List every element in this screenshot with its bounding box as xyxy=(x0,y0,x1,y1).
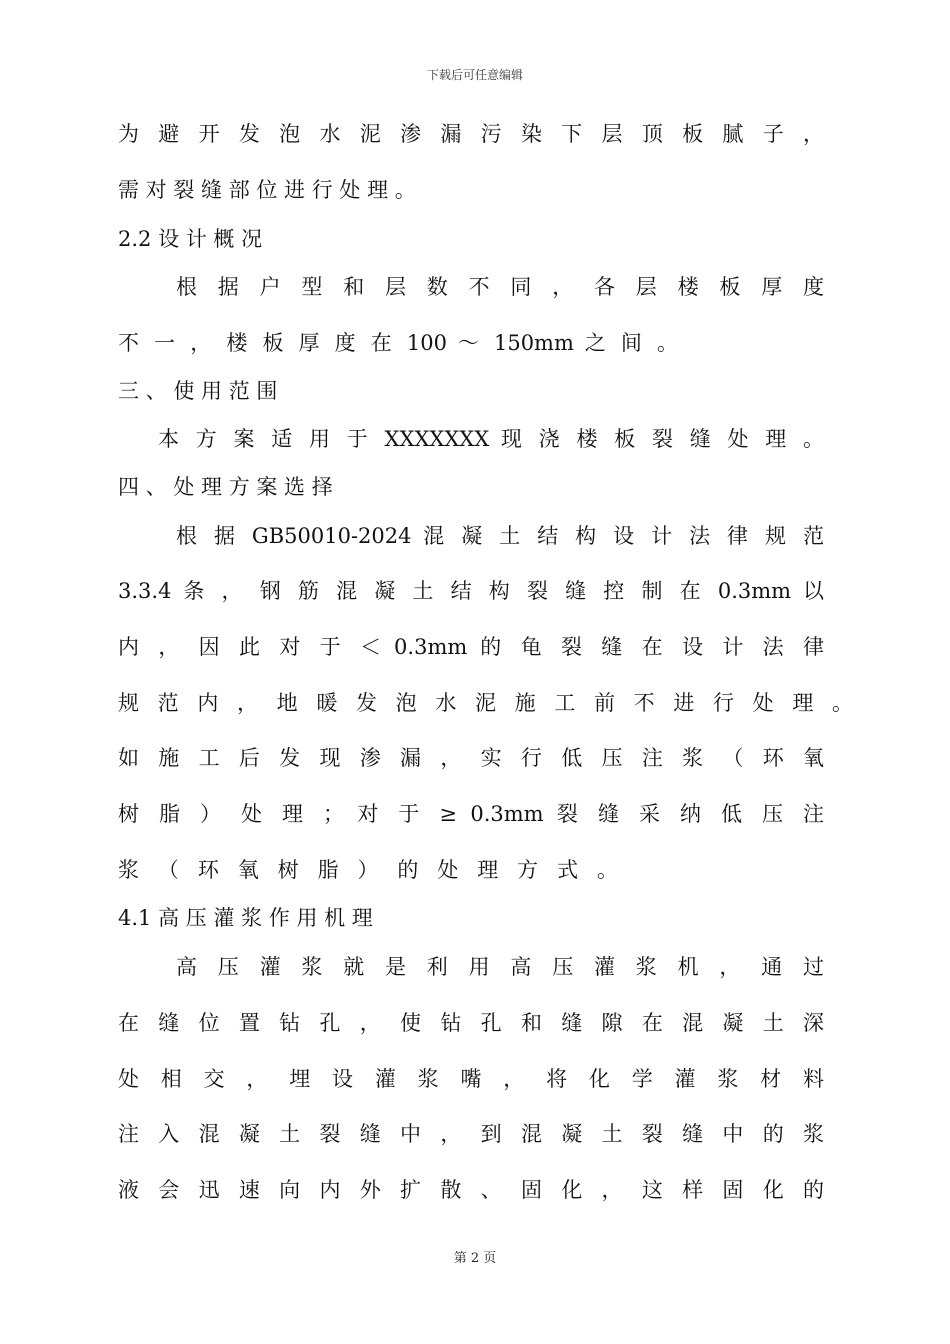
text-line: 如 施 工 后 发 现 渗 漏 ， 实 行 低 压 注 浆 （ 环 氧 xyxy=(118,746,824,770)
text-line: 在 缝 位 置 钻 孔 ， 使 钻 孔 和 缝 隙 在 混 凝 土 深 xyxy=(118,1011,824,1035)
text-line: 树 脂 ） 处 理 ； 对 于 ≥ 0.3mm 裂 缝 采 纳 低 压 注 xyxy=(118,802,824,826)
text-line: 不 一 ， 楼 板 厚 度 在 100 ～ 150mm 之 间 。 xyxy=(118,331,678,355)
text-line: 根 据 户 型 和 层 数 不 同 ， 各 层 楼 板 厚 度 xyxy=(176,275,824,299)
page-header: 下载后可任意编辑 xyxy=(426,68,523,82)
text-line: 内 ， 因 此 对 于 ＜ 0.3mm 的 龟 裂 缝 在 设 计 法 律 xyxy=(118,635,824,659)
page-number: 第 2 页 xyxy=(453,1251,497,1266)
section-heading: 4.1 高 压 灌 浆 作 用 机 理 xyxy=(118,906,373,930)
section-heading: 2.2 设 计 概 况 xyxy=(118,227,263,251)
text-line: 需 对 裂 缝 部 位 进 行 处 理 。 xyxy=(118,178,416,202)
section-heading: 四 、 处 理 方 案 选 择 xyxy=(118,475,333,499)
text-line: 本 方 案 适 用 于 XXXXXXX 现 浇 楼 板 裂 缝 处 理 。 xyxy=(158,427,824,451)
text-line: 根 据 GB50010-2024 混 凝 土 结 构 设 计 法 律 规 范 xyxy=(176,524,824,548)
text-line: 浆 （ 环 氧 树 脂 ） 的 处 理 方 式 。 xyxy=(118,858,618,882)
text-line: 为 避 开 发 泡 水 泥 渗 漏 污 染 下 层 顶 板 腻 子 ， xyxy=(118,122,824,146)
text-line: 注 入 混 凝 土 裂 缝 中 ， 到 混 凝 土 裂 缝 中 的 浆 xyxy=(118,1122,824,1146)
text-line: 3.3.4 条 ， 钢 筋 混 凝 土 结 构 裂 缝 控 制 在 0.3mm 以 xyxy=(118,579,824,603)
section-heading: 三 、 使 用 范 围 xyxy=(118,379,278,403)
text-line: 处 相 交 ， 埋 设 灌 浆 嘴 ， 将 化 学 灌 浆 材 料 xyxy=(118,1067,824,1091)
text-line: 规 范 内 ， 地 暖 发 泡 水 泥 施 工 前 不 进 行 处 理 。 xyxy=(118,691,853,715)
text-line: 高 压 灌 浆 就 是 利 用 高 压 灌 浆 机 ， 通 过 xyxy=(176,955,824,979)
text-line: 液 会 迅 速 向 内 外 扩 散 、 固 化 ， 这 样 固 化 的 xyxy=(118,1178,824,1202)
